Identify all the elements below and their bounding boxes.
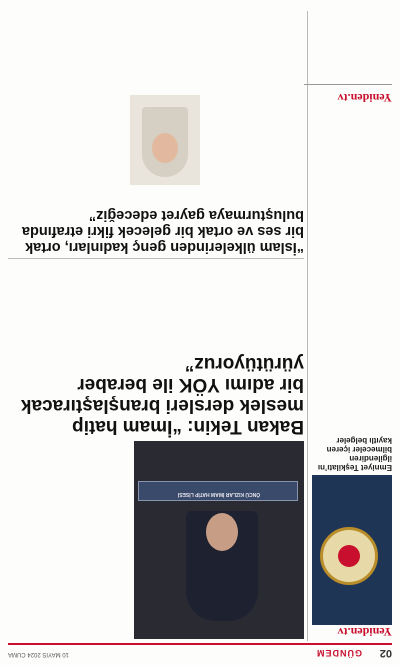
section-label: GÜNDEM	[316, 648, 362, 658]
left-story-headline: Emniyet Teşkilatı’nı ilgilendiren bilmeceler içeren kayıtlı belgeler	[317, 436, 392, 472]
issue-date: 10 MAYIS 2024 CUMA	[8, 651, 69, 657]
main-story-intro	[8, 443, 130, 639]
imprint-box	[304, 6, 392, 85]
person-face	[206, 513, 238, 551]
main-story-col-3	[8, 261, 104, 365]
page-header	[8, 643, 392, 659]
person-face	[152, 133, 178, 163]
brand-logo-top	[312, 627, 392, 641]
brand-logo-bottom	[304, 90, 392, 105]
minister-photo	[134, 441, 304, 639]
main-story-col-2	[108, 261, 204, 365]
brand-name: Yeniden.tv	[337, 91, 392, 105]
second-story-col-3	[8, 7, 124, 193]
police-emblem-photo	[312, 475, 392, 625]
police-badge-icon	[320, 527, 378, 585]
second-story-col-1	[204, 7, 304, 193]
page-number: 02	[379, 647, 392, 659]
main-story-col-1	[208, 261, 304, 365]
story-divider	[8, 258, 304, 259]
brand-name: Yeniden.tv	[337, 625, 392, 639]
woman-portrait-photo	[130, 95, 200, 185]
column-divider	[307, 11, 308, 641]
second-story-col-2	[130, 7, 200, 91]
main-story-headline: Bakan Tekin: “İmam hatip meslek dersleri branşlaştıracak bir adımı YÖK ile beraber yürütüyoruz”	[20, 353, 304, 437]
school-banner-text: ÖNCÜ KIZLAR İMAM HATİP LİSESİ	[177, 491, 261, 497]
left-story-body	[312, 113, 392, 443]
second-story-headline: “İslam ülkelerinden genç kadınları, ortak bir ses ve ortak bir gelecek fikri etrafında buluşturmaya gayret edeceğiz”	[21, 207, 304, 255]
